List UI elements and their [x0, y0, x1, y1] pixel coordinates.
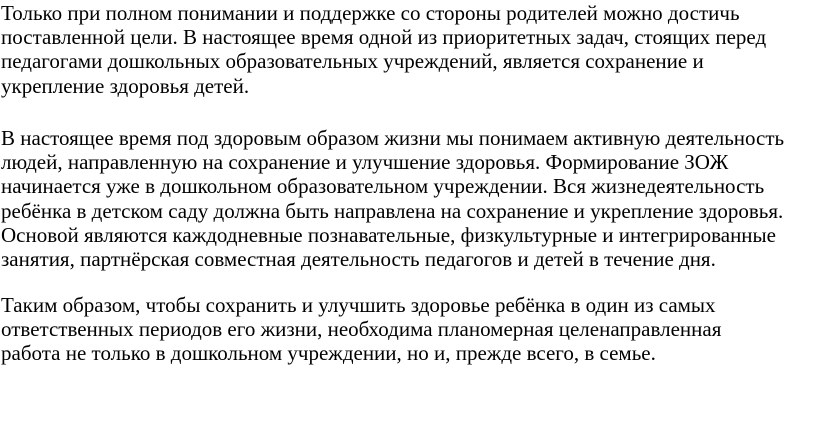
- text-line: Таким образом, чтобы сохранить и улучшить здоровье ребёнка в один из самых: [1, 293, 716, 317]
- text-line: Основой являются каждодневные познавательные, физкультурные и интегрированные: [1, 222, 776, 247]
- text-line: поставленной цели. В настоящее время одной из приоритетных задач, стоящих перед: [1, 25, 767, 50]
- text-line: занятия, партнёрская совместная деятельность педагогов и детей в течение дня.: [1, 246, 716, 271]
- text-line: ответственных периодов его жизни, необходима планомерная целенаправленная: [1, 317, 722, 342]
- text-line: ребёнка в детском саду должна быть направлена на сохранение и укрепление здоровья.: [1, 198, 784, 223]
- text-line: В настоящее время под здоровым образом жизни мы понимаем активную деятельность: [1, 126, 785, 150]
- text-line: людей, направленную на сохранение и улучшение здоровья. Формирование ЗОЖ: [1, 150, 729, 175]
- text-line: работа не только в дошкольном учреждении, но и, прежде всего, в семье.: [1, 341, 656, 366]
- paragraph-conclusion: [1, 293, 721, 366]
- text-line: Только при полном понимании и поддержке со стороны родителей можно достичь: [1, 1, 740, 25]
- paragraph-parent-support: [1, 1, 766, 98]
- text-line: начинается уже в дошкольном образовательном учреждении. Вся жизнедеятельность: [1, 174, 765, 199]
- text-line: укрепление здоровья детей.: [1, 73, 250, 98]
- text-line: педагогами дошкольных образовательных учреждений, является сохранение и: [1, 49, 704, 74]
- paragraph-healthy-lifestyle: [1, 126, 784, 271]
